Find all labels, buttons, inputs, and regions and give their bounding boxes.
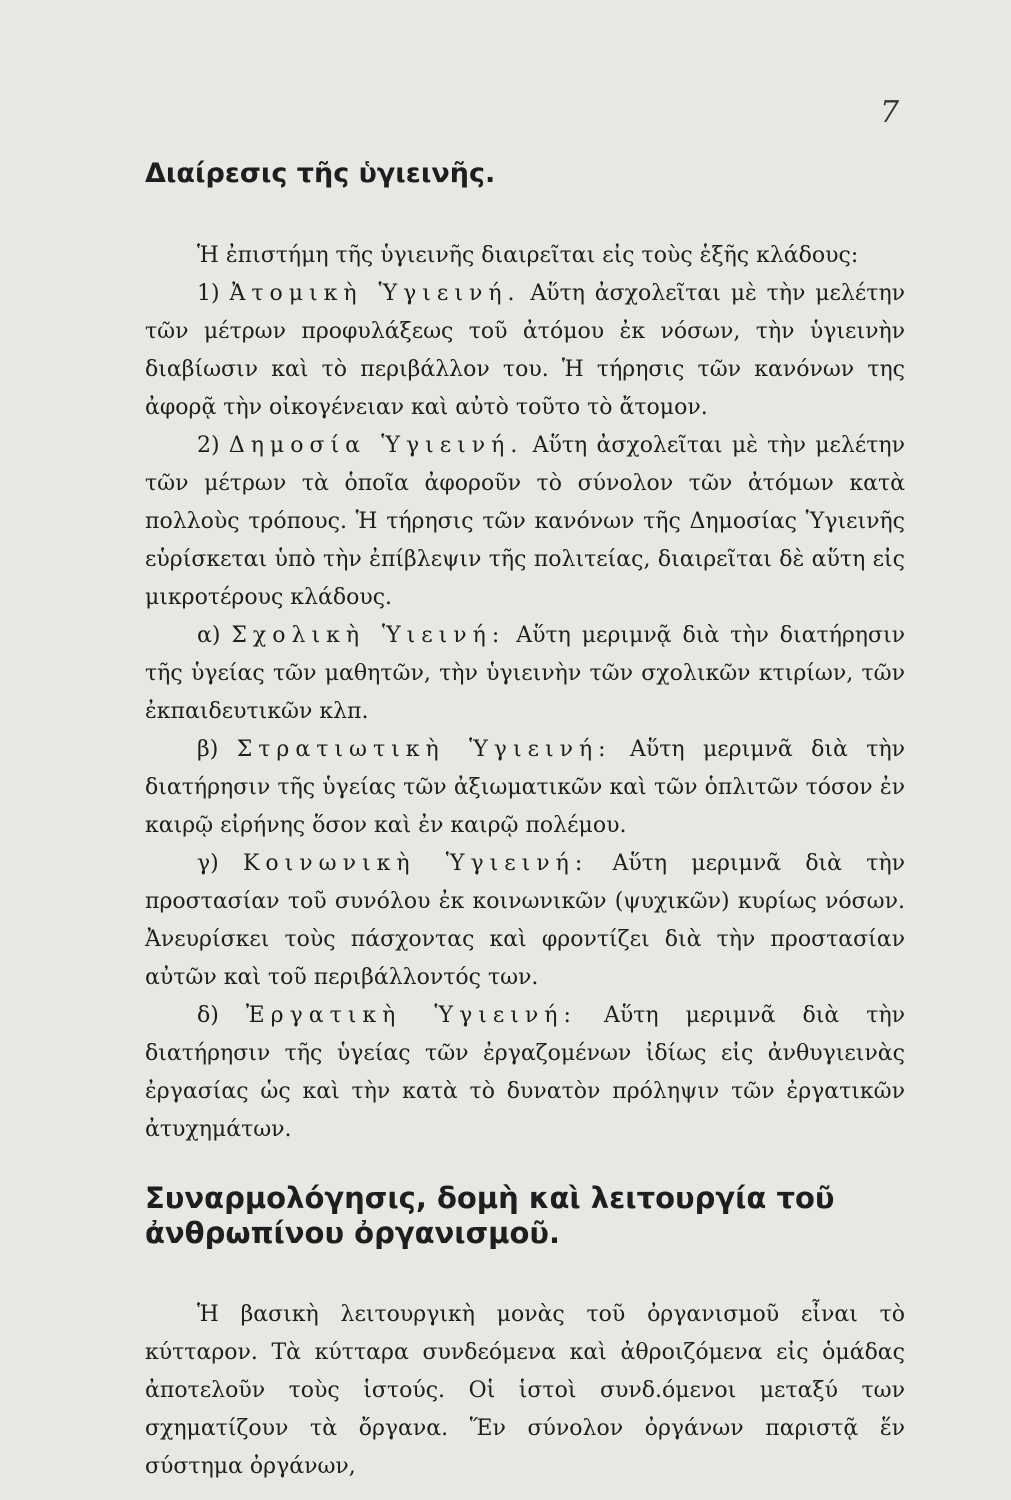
paragraph-item-individual — [145, 275, 905, 427]
item-text: Αὕτη μεριμνᾶ διὰ τὴν διατήρησιν τῆς ὑγείας τῶν ἀξιωματικῶν καὶ τῶν ὁπλιτῶν τόσον ἐν καιρῷ εἰρήνης ὅσον καὶ ἐν καιρῷ πολέμου. — [145, 736, 905, 838]
item-term: Δημοσία Ὑγιεινή. — [228, 432, 524, 458]
item-text: Αὕτη μεριμνᾶ διὰ τὴν προστασίαν τοῦ συνόλου ἐκ κοινωνικῶν (ψυχικῶν) κυρίως νόσων. Ἀνευρίσκει τοὺς πάσχοντας καὶ φροντίζει διὰ τὴν προστασίαν αὐτῶν καὶ τοῦ περιβάλλοντός των. — [145, 850, 905, 990]
item-marker: δ) — [197, 1002, 246, 1028]
item-text: Αὕτη ἀσχολεῖται μὲ τὴν μελέτην τῶν μέτρων τὰ ὁποῖα ἀφοροῦν τὸ σύνολον τῶν ἀτόμων κατὰ πολλοὺς τρόπους. Ἡ τήρησις τῶν κανόνων τῆς Δημοσίας Ὑγιεινῆς εὑρίσκεται ὑπὸ τὴν ἐπίβλεψιν τῆς πολιτείας, διαιρεῖται δὲ αὕτη εἰς μικροτέρους κλάδους. — [145, 432, 905, 610]
item-term: Ἐργατικὴ Ὑγιεινή: — [245, 1002, 577, 1028]
page-content — [145, 158, 905, 1486]
item-marker: α) — [197, 622, 232, 648]
item-term: Ἀτομικὴ Ὑγιεινή. — [229, 280, 521, 306]
paragraph-item-school — [145, 617, 905, 731]
paragraph-item-social — [145, 845, 905, 997]
item-text: Αὕτη ἀσχολεῖται μὲ τὴν μελέτην τῶν μέτρων προφυλάξεως τοῦ ἀτόμου ἐκ νόσων, τὴν ὑγιεινὴν διαβίωσιν καὶ τὸ περιβάλλον του. Ἡ τήρησις τῶν κανόνων της ἀφορᾷ τὴν οἰκογένειαν καὶ αὐτὸ τοῦτο τὸ ἄτομον. — [145, 280, 905, 420]
section-heading-human-organism: Συναρμολόγησις, δομὴ καὶ λειτουργία τοῦ ἀνθρωπίνου ὀργανισμοῦ. — [145, 1180, 835, 1251]
item-text: Αὕτη μεριμνᾷ διὰ τὴν διατήρησιν τῆς ὑγείας τῶν μαθητῶν, τὴν ὑγιεινὴν τῶν σχολικῶν κτιρίων, τῶν ἐκπαιδευτικῶν κλπ. — [145, 622, 906, 724]
paragraph-item-public — [145, 427, 905, 617]
item-term: Στρατιωτικὴ Ὑγιεινή: — [236, 736, 612, 762]
item-marker: β) — [197, 736, 237, 762]
paragraph-item-occupational — [145, 997, 905, 1149]
paragraph-cells: Ἡ βασικὴ λειτουργικὴ μονὰς τοῦ ὀργανισμοῦ εἶναι τὸ κύτταρον. Τὰ κύτταρα συνδεόμενα καὶ ἀθροιζόμενα εἰς ὁμάδας ἀποτελοῦν τοὺς ἱστούς. Οἱ ἱστοὶ συνδ.όμενοι μεταξύ των σχηματίζουν τὰ ὄργανα. Ἕν σύνολον ὀργάνων παριστᾷ ἕν σύστημα ὀργάνων, — [145, 1301, 905, 1479]
section-heading-hygiene-divisions: Διαίρεσις τῆς ὑγιεινῆς. — [145, 158, 496, 189]
item-marker: 1) — [197, 280, 230, 306]
paragraph-item-military — [145, 731, 905, 845]
item-term: Κοινωνικὴ Ὑγιεινή: — [242, 850, 589, 876]
item-marker: γ) — [197, 850, 243, 876]
item-text: Αὕτη μεριμνᾶ διὰ τὴν διατήρησιν τῆς ὑγείας τῶν ἐργαζομένων ἰδίως εἰς ἀνθυγιεινὰς ἐργασίας ὡς καὶ τὴν κατὰ τὸ δυνατὸν πρόληψιν τῶν ἐργατικῶν ἀτυχημάτων. — [145, 1002, 906, 1142]
item-term: Σχολικὴ Ὑιεινή: — [231, 622, 506, 648]
paragraph-intro: Ἡ ἐπιστήμη τῆς ὑγιεινῆς διαιρεῖται εἰς τοὺς ἑξῆς κλάδους: — [197, 242, 859, 268]
item-marker: 2) — [197, 432, 229, 458]
page-number: 7 — [880, 95, 900, 130]
